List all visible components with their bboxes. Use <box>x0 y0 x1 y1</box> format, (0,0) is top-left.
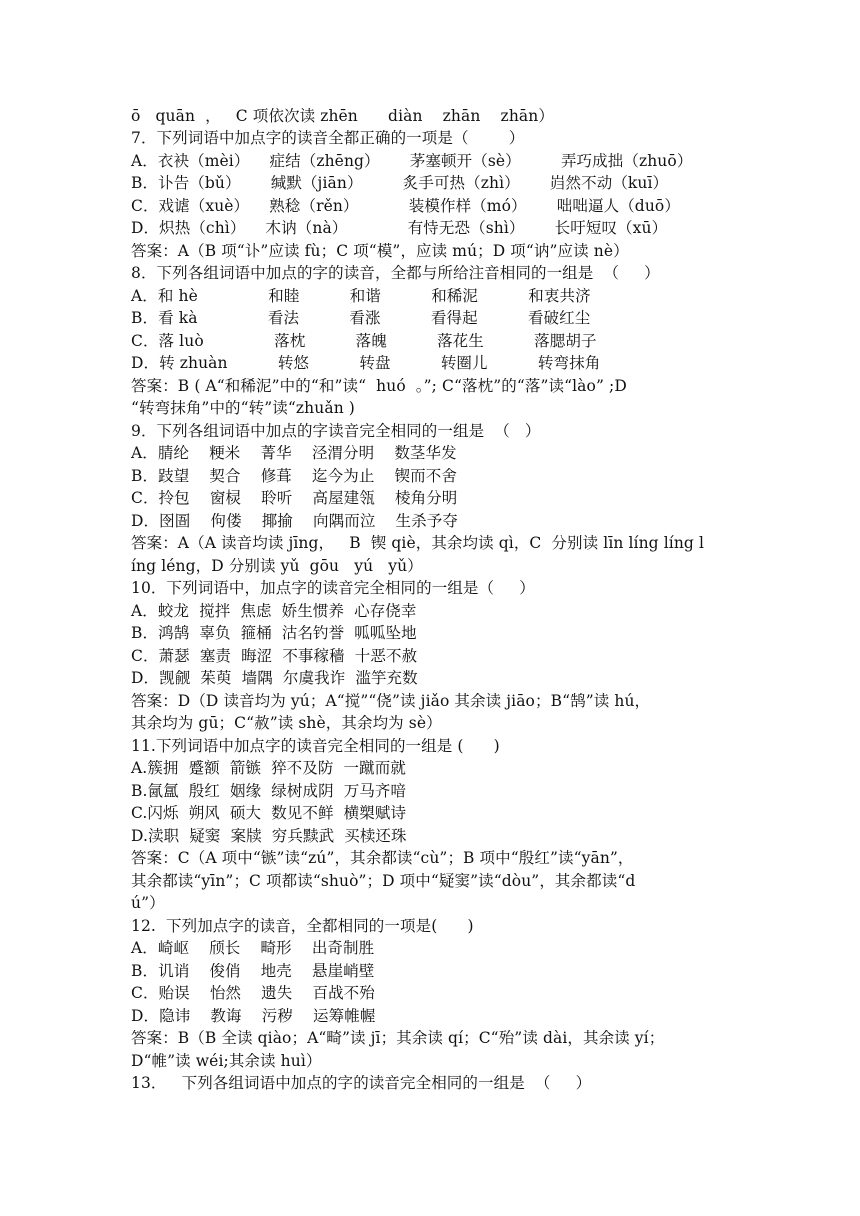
question-10-option-d: D．觊觎 茱萸 墙隅 尔虞我诈 滥竽充数 <box>131 669 418 687</box>
question-12-answer-cont: D“帷”读 wéi;其余读 huì） <box>131 1052 322 1070</box>
question-7-option-c: C．戏谑（xuè） 熟稔（rěn） 装模作样（mó） 咄咄逼人（duō） <box>131 197 680 215</box>
question-12-option-d: D．隐讳 教诲 污秽 运筹帷幄 <box>131 1007 376 1025</box>
question-10-option-a: A．蛟龙 搅拌 焦虑 娇生惯养 心存侥幸 <box>131 602 417 620</box>
question-9-option-a: A．腈纶 粳米 菁华 泾渭分明 数茎华发 <box>131 444 457 462</box>
question-11-answer-cont: 其余都读“yīn”；C 项都读“shuò”；D 项中“疑窦”读“dòu”，其余都读“d <box>131 872 636 890</box>
question-7-answer: 答案：A（B 项“讣”应读 fù；C 项“模”，应读 mú；D 项“讷”应读 nè） <box>131 242 629 260</box>
question-11-option-a: A.簇拥 蹙额 箭镞 猝不及防 一蹴而就 <box>131 759 406 777</box>
question-10-option-b: B．鸿鹄 辜负 箍桶 沽名钓誉 呱呱坠地 <box>131 624 417 642</box>
question-12-stem: 12. 下列加点字的读音，全都相同的一项是( ) <box>131 917 474 935</box>
question-8-option-a: A．和 hè 和睦 和谐 和稀泥 和衷共济 <box>131 287 591 305</box>
question-9-answer: 答案：A（A 读音均读 jīng， B 锲 qiè，其余均读 qì，C 分别读 līn líng líng l <box>131 534 705 552</box>
question-7-stem: 7．下列词语中加点字的读音全都正确的一项是（ ） <box>131 129 525 147</box>
question-10-answer: 答案：D（D 读音均为 yú；A“搅”“侥”读 jiǎo 其余读 jiāo；B“鹄”读 hú， <box>131 692 651 710</box>
question-12-option-a: A．崎岖 颀长 畸形 出奇制胜 <box>131 939 375 957</box>
question-13-stem: 13． 下列各组词语中加点的字的读音完全相同的一组是 （ ） <box>131 1074 592 1092</box>
question-11-answer: 答案：C（A 项中“镞”读“zú”，其余都读“cù”；B 项中“殷红”读“yān”， <box>131 849 634 867</box>
question-10-option-c: C．萧瑟 塞责 晦涩 不事稼穑 十恶不赦 <box>131 647 418 665</box>
question-10-stem: 10．下列词语中，加点字的读音完全相同的一组是（ ） <box>131 579 535 597</box>
question-11-option-c: C.闪烁 朔风 硕大 数见不鲜 横槊赋诗 <box>131 804 407 822</box>
text-line: ō quān ， C 项依次读 zhēn diàn zhān zhān） <box>131 107 554 125</box>
question-12-option-b: B．讥诮 俊俏 地壳 悬崖峭壁 <box>131 962 375 980</box>
question-8-stem: 8．下列各组词语中加点的字的读音，全都与所给注音相同的一组是 （ ） <box>131 264 660 282</box>
question-8-answer-cont: “转弯抹角”中的“转”读“zhuǎn ) <box>131 399 355 417</box>
question-12-answer: 答案：B（B 全读 qiào；A“畸”读 jī；其余读 qí；C“殆”读 dài，其余读 yí； <box>131 1029 665 1047</box>
question-7-option-b: B．讣告（bǔ） 缄默（jiān） 炙手可热（zhì） 岿然不动（kuī） <box>131 174 669 192</box>
question-9-option-b: B．跂望 契合 修葺 迄今为止 锲而不舍 <box>131 467 457 485</box>
question-9-option-d: D．囹圄 佝偻 揶揄 向隅而泣 生杀予夺 <box>131 512 458 530</box>
question-7-option-a: A．衣袂（mèi） 症结（zhēng） 茅塞顿开（sè） 弄巧成拙（zhuō） <box>131 152 693 170</box>
question-11-option-d: D.渎职 疑窦 案牍 穷兵黩武 买椟还珠 <box>131 827 407 845</box>
question-11-stem: 11.下列词语中加点字的读音完全相同的一组是 ( ) <box>131 737 500 755</box>
question-8-option-d: D．转 zhuàn 转悠 转盘 转圈儿 转弯抹角 <box>131 354 601 372</box>
question-8-option-c: C．落 luò 落枕 落魄 落花生 落腮胡子 <box>131 332 597 350</box>
question-9-option-c: C．拎包 窗棂 聆听 高屋建瓴 棱角分明 <box>131 489 458 507</box>
question-8-answer: 答案：B ( A“和稀泥”中的“和”读“ huó 。”; C“落枕”的“落”读“lào” ;D <box>131 377 627 395</box>
question-10-answer-cont: 其余均为 gū；C“赦”读 shè，其余均为 sè） <box>131 714 442 732</box>
question-11-answer-cont: ú”） <box>131 894 165 912</box>
question-12-option-c: C．贻误 怡然 遗失 百战不殆 <box>131 984 375 1002</box>
question-8-option-b: B．看 kà 看法 看涨 看得起 看破红尘 <box>131 309 591 327</box>
question-9-answer-cont: íng léng，D 分别读 yǔ gōu yú yǔ） <box>131 557 423 575</box>
question-9-stem: 9．下列各组词语中加点的字读音完全相同的一组是 （ ） <box>131 422 541 440</box>
question-11-option-b: B.氤氲 殷红 姻缘 绿树成阴 万马齐喑 <box>131 782 407 800</box>
question-7-option-d: D．炽热（chì） 木讷（nà） 有恃无恐（shì） 长吁短叹（xū） <box>131 219 668 237</box>
